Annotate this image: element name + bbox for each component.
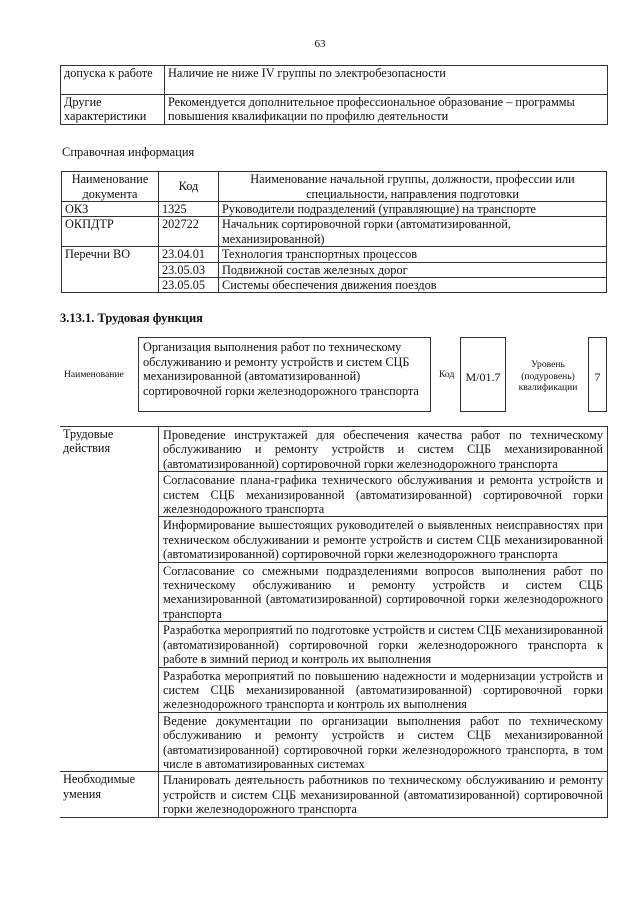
cell-code: 202722 — [159, 217, 219, 247]
function-name-label: Наименование — [64, 369, 124, 380]
actions-label: Трудовые действия — [60, 427, 159, 772]
action-item: Ведение документации по организации выполнения работ по техническому обслуживанию и ремонту устройств и систем СЦБ механизированной (автоматизированной) сортировочной горки железнодорожного транспорта, в том числе в автоматизированных системах — [159, 712, 608, 772]
header-doc: Наименование документа — [62, 172, 159, 202]
table-row — [62, 247, 607, 262]
page-number: 63 — [314, 38, 326, 50]
section-title: 3.13.1. Трудовая функция — [60, 311, 203, 325]
cell-code: 23.05.03 — [159, 262, 219, 277]
cell-name: Руководители подразделений (управляющие) на транспорте — [219, 202, 607, 217]
reference-title: Справочная информация — [62, 145, 195, 159]
cell-code: 23.05.05 — [159, 278, 219, 293]
table-row — [62, 202, 607, 217]
qualification-table — [60, 65, 608, 125]
table-row — [61, 95, 608, 125]
function-code-label: Код — [439, 369, 455, 380]
cell-code: 1325 — [159, 202, 219, 217]
table-row — [62, 217, 607, 247]
cell-doc: ОКЗ — [62, 202, 159, 217]
header-code: Код — [159, 172, 219, 202]
cell-name: Начальник сортировочной горки (автоматизированной, механизированной) — [219, 217, 607, 247]
cell-name: Технология транспортных процессов — [219, 247, 607, 262]
row-label: допуска к работе — [61, 66, 165, 95]
function-code-value: М/01.7 — [460, 337, 506, 412]
table-header-row — [62, 172, 607, 202]
table-row — [61, 66, 608, 95]
function-level-value: 7 — [588, 337, 607, 412]
function-level-label: Уровень (подуровень) квалификации — [518, 359, 578, 393]
action-item: Разработка мероприятий по повышению надежности и модернизации устройств и систем СЦБ механизированной (автоматизированной) сортировочной горки железнодорожного транспорта и контроль их выполнения — [159, 667, 608, 712]
cell-name: Подвижной состав железных дорог — [219, 262, 607, 277]
cell-name: Системы обеспечения движения поездов — [219, 278, 607, 293]
labour-actions-table — [60, 426, 608, 818]
action-item: Проведение инструктажей для обеспечения качества работ по техническому обслуживанию и ремонту устройств и систем СЦБ механизированной (автоматизированной) сортировочной горки железнодорожного транспорта — [159, 427, 608, 472]
row-label: Другие характеристики — [61, 95, 165, 125]
table-row — [60, 427, 608, 472]
skills-label: Необходимые умения — [60, 772, 159, 817]
action-item: Согласование со смежными подразделениями вопросов выполнения работ по техническому обслуживанию и ремонту устройств и систем СЦБ механизированной (автоматизированной) сортировочной горки железнодорожного транспорта — [159, 562, 608, 622]
action-item: Информирование вышестоящих руководителей о выявленных неисправностях при техническом обслуживании и ремонте устройств и систем СЦБ механизированной (автоматизированной) сортировочной горки железнодорожного транспорта — [159, 517, 608, 562]
row-value: Рекомендуется дополнительное профессиональное образование – программы повышения квалификации по профилю деятельности — [165, 95, 608, 125]
header-name: Наименование начальной группы, должности, профессии или специальности, направления подготовки — [219, 172, 607, 202]
reference-table — [61, 171, 607, 293]
function-name-value: Организация выполнения работ по техническому обслуживанию и ремонту устройств и систем СЦБ механизированной (автоматизированной) сортировочной горки железнодорожного транспорта — [138, 337, 431, 412]
cell-doc: Перечни ВО — [62, 247, 159, 293]
row-value: Наличие не ниже IV группы по электробезопасности — [165, 66, 608, 95]
action-item: Согласование плана-графика технического обслуживания и ремонта устройств и систем СЦБ механизированной (автоматизированной) сортировочной горки железнодорожного транспорта — [159, 472, 608, 517]
table-row — [60, 772, 608, 817]
skill-item: Планировать деятельность работников по техническому обслуживанию и ремонту устройств и систем СЦБ механизированной (автоматизированной) сортировочной горки железнодорожного транспорта — [159, 772, 608, 817]
cell-code: 23.04.01 — [159, 247, 219, 262]
action-item: Разработка мероприятий по подготовке устройств и систем СЦБ механизированной (автоматизированной) сортировочной горки железнодорожного транспорта к работе в зимний период и контроль их выполнения — [159, 622, 608, 667]
cell-doc: ОКПДТР — [62, 217, 159, 247]
